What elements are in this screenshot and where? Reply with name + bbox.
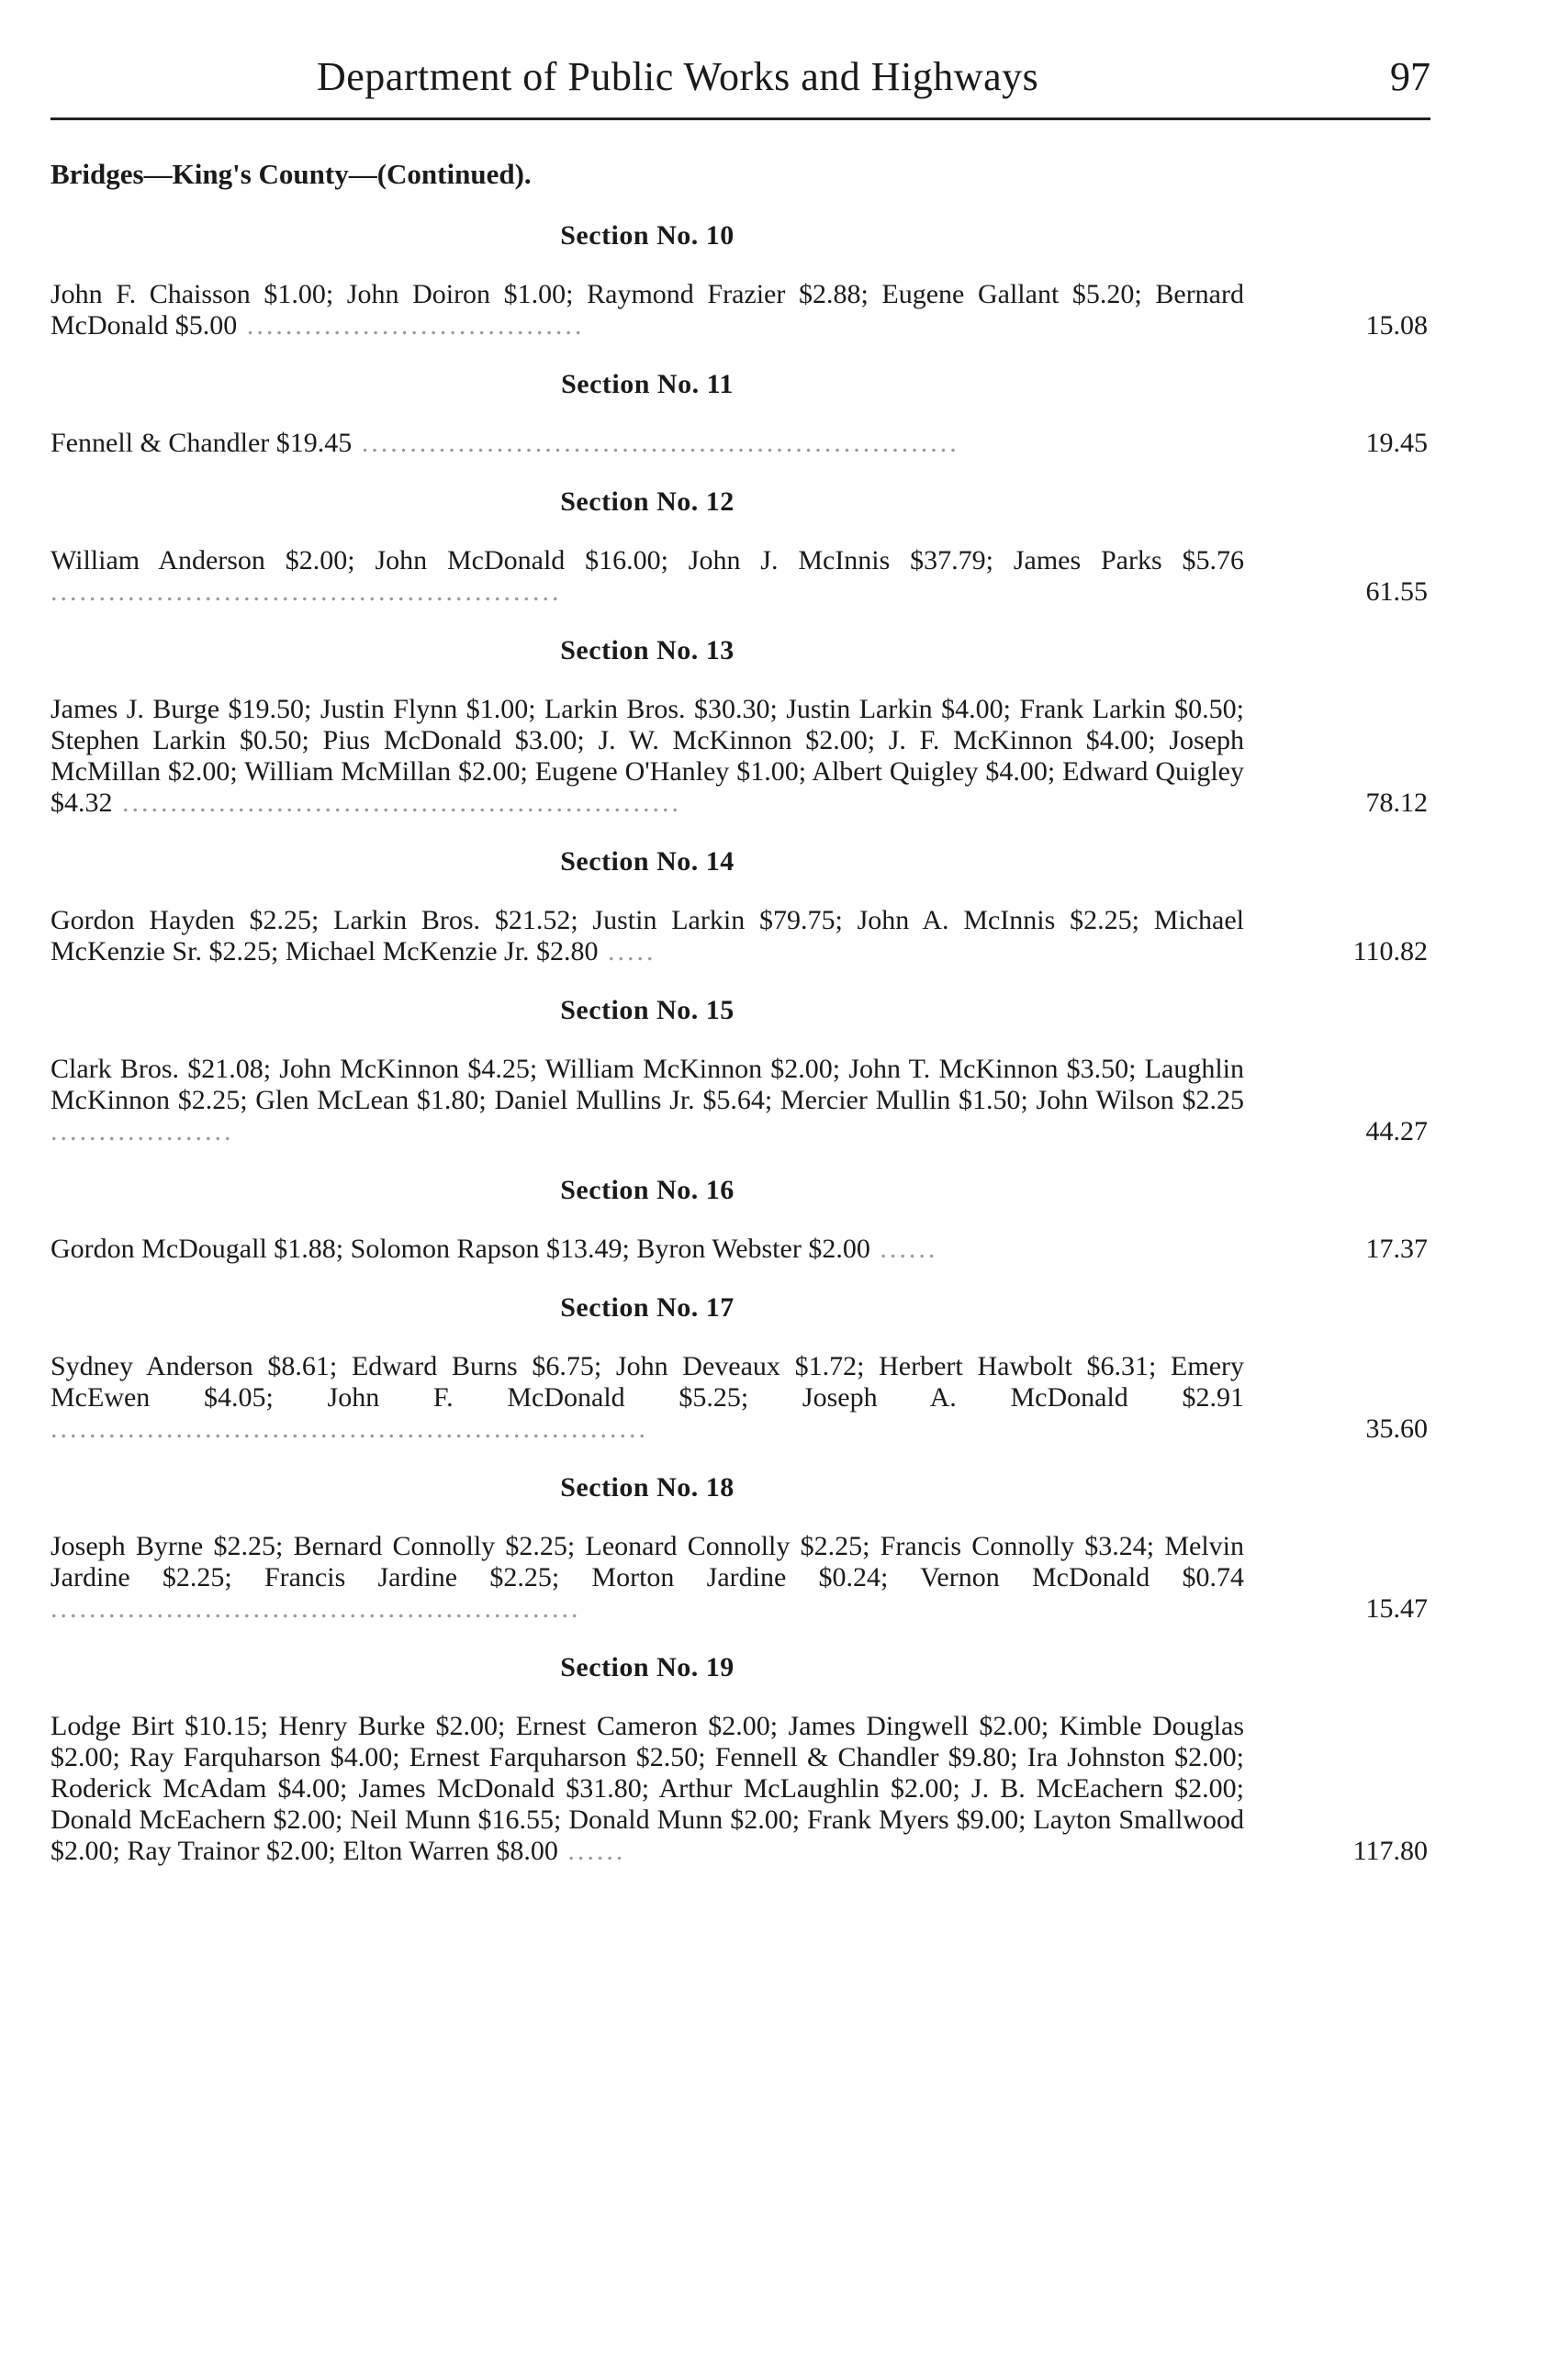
section-total: 19.45 bbox=[1365, 428, 1428, 458]
section-total: 15.47 bbox=[1365, 1593, 1428, 1624]
section-entry bbox=[50, 694, 1428, 819]
page-header bbox=[50, 53, 1430, 120]
section-total: 15.08 bbox=[1365, 310, 1428, 341]
section-heading: Section No. 10 bbox=[560, 220, 735, 251]
section-heading: Section No. 17 bbox=[560, 1292, 735, 1323]
payee-list: Gordon McDougall $1.88; Solomon Rapson $13.49; Byron Webster $2.00 ...... bbox=[50, 1234, 938, 1264]
section-heading: Section No. 11 bbox=[561, 369, 734, 399]
section-total: 117.80 bbox=[1352, 1836, 1428, 1866]
section-total: 61.55 bbox=[1365, 576, 1428, 607]
section-entry bbox=[50, 1351, 1428, 1445]
section-heading: Section No. 19 bbox=[560, 1652, 735, 1682]
section-total: 110.82 bbox=[1352, 936, 1428, 967]
section-entry bbox=[50, 1234, 1428, 1265]
dot-leaders: ................................... bbox=[237, 310, 585, 341]
payee-list: Lodge Birt $10.15; Henry Burke $2.00; Ernest Cameron $2.00; James Dingwell $2.00; Kimble Douglas $2.00; Ray Farquharson $4.00; Ernest Farquharson $2.50; Fennell & Chandler $9.80; Ira Johnston $2.00; Roderick McAdam $4.00; James McDonald $31.80; Arthur McLaughlin $2.00; J. B. McEachern $2.00; Donald McEachern $2.00; Neil Munn $16.55; Donald Munn $2.00; Frank Myers $9.00; Layton Smallwood $2.00; Ray Trainor $2.00; Elton Warren $8.00 ...... bbox=[50, 1711, 1244, 1866]
sections-list bbox=[50, 220, 1428, 1894]
section-entry bbox=[50, 905, 1428, 967]
section-18 bbox=[50, 1472, 1428, 1625]
section-15 bbox=[50, 995, 1428, 1147]
page-title: Department of Public Works and Highways bbox=[317, 54, 1039, 99]
subheading: Bridges—King's County—(Continued). bbox=[50, 158, 532, 190]
dot-leaders: ..................................................... bbox=[50, 576, 562, 607]
section-entry bbox=[50, 1054, 1428, 1147]
section-entry bbox=[50, 1711, 1428, 1867]
section-total: 44.27 bbox=[1365, 1116, 1428, 1146]
section-16 bbox=[50, 1175, 1428, 1265]
payee-list: John F. Chaisson $1.00; John Doiron $1.00; Raymond Frazier $2.88; Eugene Gallant $5.20; Bernard McDonald $5.00 ................................... bbox=[50, 279, 1244, 341]
section-13 bbox=[50, 635, 1428, 819]
section-heading: Section No. 14 bbox=[560, 846, 735, 877]
payee-list: Gordon Hayden $2.25; Larkin Bros. $21.52; Justin Larkin $79.75; John A. McInnis $2.25; Michael McKenzie Sr. $2.25; Michael McKenzie Jr. $2.80 ..... bbox=[50, 905, 1244, 967]
dot-leaders: .......................................................... bbox=[112, 788, 681, 818]
section-11 bbox=[50, 369, 1428, 459]
section-heading: Section No. 15 bbox=[560, 995, 735, 1025]
dot-leaders: ................... bbox=[50, 1116, 234, 1146]
section-total: 78.12 bbox=[1365, 788, 1428, 818]
section-heading: Section No. 12 bbox=[560, 486, 735, 517]
payee-list: Sydney Anderson $8.61; Edward Burns $6.75; John Deveaux $1.72; Herbert Hawbolt $6.31; Emery McEwen $4.05; John F. McDonald $5.25; Joseph A. McDonald $2.91 .............................................................. bbox=[50, 1351, 1244, 1444]
dot-leaders: ....................................................... bbox=[50, 1593, 581, 1624]
dot-leaders: .............................................................. bbox=[50, 1413, 648, 1444]
dot-leaders: ...... bbox=[869, 1234, 938, 1264]
section-17 bbox=[50, 1292, 1428, 1445]
section-entry bbox=[50, 279, 1428, 341]
section-total: 17.37 bbox=[1365, 1234, 1428, 1264]
dot-leaders: ..... bbox=[598, 936, 656, 967]
section-total: 35.60 bbox=[1365, 1413, 1428, 1444]
page-number: 97 bbox=[1390, 54, 1430, 99]
section-heading: Section No. 13 bbox=[560, 635, 735, 665]
payee-list: James J. Burge $19.50; Justin Flynn $1.00; Larkin Bros. $30.30; Justin Larkin $4.00; Frank Larkin $0.50; Stephen Larkin $0.50; Pius McDonald $3.00; J. W. McKinnon $2.00; J. F. McKinnon $4.00; Joseph McMillan $2.00; William McMillan $2.00; Eugene O'Hanley $1.00; Albert Quigley $4.00; Edward Quigley $4.32 .......................................................... bbox=[50, 694, 1244, 818]
payee-list: William Anderson $2.00; John McDonald $16.00; John J. McInnis $37.79; James Parks $5.76 ..................................................... bbox=[50, 545, 1244, 607]
section-entry bbox=[50, 428, 1428, 459]
section-12 bbox=[50, 486, 1428, 608]
section-heading: Section No. 18 bbox=[560, 1472, 735, 1503]
payee-list: Clark Bros. $21.08; John McKinnon $4.25; William McKinnon $2.00; John T. McKinnon $3.50; Laughlin McKinnon $2.25; Glen McLean $1.80; Daniel Mullins Jr. $5.64; Mercier Mullin $1.50; John Wilson $2.25 ................... bbox=[50, 1054, 1244, 1146]
dot-leaders: ...... bbox=[557, 1836, 626, 1866]
section-19 bbox=[50, 1652, 1428, 1867]
dot-leaders: .............................................................. bbox=[352, 428, 959, 458]
payee-list: Joseph Byrne $2.25; Bernard Connolly $2.25; Leonard Connolly $2.25; Francis Connolly $3.24; Melvin Jardine $2.25; Francis Jardine $2.25; Morton Jardine $0.24; Vernon McDonald $0.74 ....................................................... bbox=[50, 1531, 1244, 1624]
section-entry bbox=[50, 1531, 1428, 1625]
payee-list: Fennell & Chandler $19.45 .............................................................. bbox=[50, 428, 959, 458]
section-heading: Section No. 16 bbox=[560, 1175, 735, 1205]
section-10 bbox=[50, 220, 1428, 341]
section-entry bbox=[50, 545, 1428, 608]
section-14 bbox=[50, 846, 1428, 967]
